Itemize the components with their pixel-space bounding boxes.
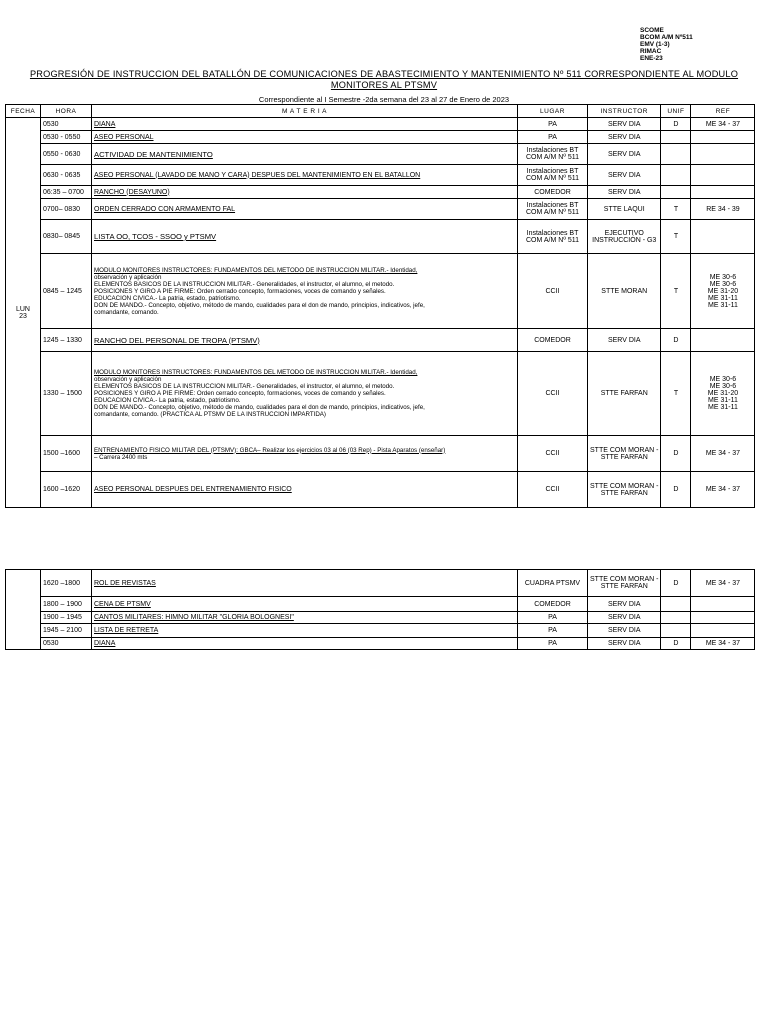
unif-cell: D xyxy=(661,472,691,508)
materia-cell xyxy=(92,144,518,165)
lugar-cell xyxy=(518,352,588,436)
lugar-text xyxy=(520,168,585,182)
instructor-line: SERV DIA xyxy=(607,600,641,608)
materia-text: LISTA DE RETRETA xyxy=(94,627,159,634)
hora-cell: 1945 – 2100 xyxy=(41,624,92,638)
materia-text: CANTOS MILITARES: HIMNO MILITAR "GLORIA BOLOGNESI" xyxy=(94,614,294,621)
instructor-text xyxy=(590,390,658,397)
instructor-line: STTE MORAN xyxy=(601,287,648,295)
materia-line: observación y aplicación xyxy=(94,376,162,383)
unif-cell xyxy=(661,131,691,144)
materia-line: DON DE MANDO.- Concepto, objetivo, método de mando, cualidades para el don de mando, principios, indicativos, jefe, xyxy=(94,404,425,411)
ref-cell xyxy=(691,472,755,508)
instructor-cell xyxy=(588,638,661,650)
materia-text: ACTIVIDAD DE MANTENIMIENTO xyxy=(94,149,213,159)
materia-line: ENTRENAMIENTO FISICO MILITAR DEL (PTSMV): GBCA– Realizar los ejercicios 03 al 06 (03 Rep) - Pista Aparatos (enseñar) xyxy=(94,446,446,454)
table-row xyxy=(6,254,755,329)
lugar-cell xyxy=(518,186,588,199)
lugar-line: Instalaciones BT xyxy=(526,168,579,175)
hora-cell: 0530 xyxy=(41,638,92,650)
materia-text xyxy=(94,267,515,316)
lugar-cell xyxy=(518,612,588,624)
ref-line: ME 34 - 37 xyxy=(705,450,741,457)
table-row xyxy=(6,199,755,220)
table-row xyxy=(6,329,755,352)
schedule-table xyxy=(5,104,755,508)
lugar-line: Instalaciones BT xyxy=(526,229,579,237)
instructor-text xyxy=(590,601,658,608)
ref-cell xyxy=(691,165,755,186)
materia-line: ELEMENTOS BASICOS DE LA INSTRUCCION MILITAR.- Generalidades, el instructor, el alumno, el metodo. xyxy=(94,280,395,288)
materia-cell xyxy=(92,165,518,186)
table-row xyxy=(6,597,755,612)
unif-cell xyxy=(661,597,691,612)
materia-cell xyxy=(92,472,518,508)
lugar-text xyxy=(520,486,585,493)
lugar-text xyxy=(520,390,585,397)
hora-cell: 1900 – 1945 xyxy=(41,612,92,624)
fecha-cell xyxy=(6,570,41,650)
materia-cell xyxy=(92,612,518,624)
ref-text xyxy=(693,486,752,493)
materia-text: DIANA xyxy=(94,120,116,128)
instructor-line: SERV DIA xyxy=(607,614,641,621)
lugar-line: PA xyxy=(548,627,557,634)
unif-cell xyxy=(661,165,691,186)
instructor-text xyxy=(590,483,658,497)
code-line: RIMAC xyxy=(640,48,662,55)
ref-cell xyxy=(691,131,755,144)
instructor-text xyxy=(590,576,658,590)
lugar-cell xyxy=(518,165,588,186)
materia-line: observación y aplicación xyxy=(94,273,162,281)
instructor-cell xyxy=(588,352,661,436)
materia-line: comandante, comando. (PRACTICA AL PTSMV DE LA INSTRUCCION IMPARTIDA) xyxy=(94,411,326,418)
lugar-line: Instalaciones BT xyxy=(526,202,579,209)
instructor-text xyxy=(590,627,658,634)
lugar-text xyxy=(520,640,585,647)
materia-text: CENA DE PTSMV xyxy=(94,600,151,608)
lugar-text xyxy=(520,189,585,196)
hora-cell: 0630 - 0635 xyxy=(41,165,92,186)
lugar-text xyxy=(520,601,585,608)
lugar-text xyxy=(520,450,585,457)
unif-cell xyxy=(661,624,691,638)
unif-cell xyxy=(661,144,691,165)
hora-cell: 0530 xyxy=(41,118,92,131)
unif-cell xyxy=(661,186,691,199)
ref-cell xyxy=(691,436,755,472)
lugar-cell xyxy=(518,570,588,597)
instructor-line: STTE FARFAN xyxy=(600,390,648,397)
unif-cell: D xyxy=(661,118,691,131)
materia-cell xyxy=(92,597,518,612)
lugar-line: CCII xyxy=(545,486,560,493)
lugar-cell xyxy=(518,472,588,508)
code-line: BCOM A/M Nº511 xyxy=(640,34,693,41)
lugar-line: COM A/M Nº 511 xyxy=(526,236,579,244)
ref-line: ME 31-20 xyxy=(707,287,739,295)
instructor-line: STTE FARFAN xyxy=(600,489,648,497)
lugar-cell xyxy=(518,199,588,220)
table-row xyxy=(6,612,755,624)
table-row xyxy=(6,144,755,165)
lugar-cell xyxy=(518,436,588,472)
materia-line: comandante, comando. xyxy=(94,308,159,316)
unif-cell xyxy=(661,612,691,624)
hora-cell: 1245 – 1330 xyxy=(41,329,92,352)
table-row xyxy=(6,118,755,131)
materia-text: DIANA xyxy=(94,640,116,647)
instructor-cell xyxy=(588,472,661,508)
col-header-instructor: INSTRUCTOR xyxy=(588,105,661,118)
unif-cell: D xyxy=(661,436,691,472)
instructor-line: SERV DIA xyxy=(607,627,641,634)
ref-line: ME 34 - 37 xyxy=(705,640,741,647)
unif-cell: D xyxy=(661,329,691,352)
instructor-text xyxy=(590,189,658,196)
instructor-line: INSTRUCCIÓN - G3 xyxy=(592,236,657,244)
materia-cell xyxy=(92,624,518,638)
lugar-text xyxy=(520,627,585,634)
materia-text xyxy=(94,369,515,418)
lugar-cell xyxy=(518,144,588,165)
lugar-cell xyxy=(518,329,588,352)
materia-text xyxy=(94,447,515,461)
instructor-text xyxy=(590,134,658,141)
table-row xyxy=(6,472,755,508)
fecha-line: 23 xyxy=(19,312,27,320)
ref-cell xyxy=(691,144,755,165)
col-header-ref: REF xyxy=(691,105,755,118)
materia-cell xyxy=(92,220,518,254)
table-row xyxy=(6,165,755,186)
lugar-text xyxy=(520,202,585,216)
instructor-line: SERV DIA xyxy=(607,336,641,344)
lugar-line: COM A/M Nº 511 xyxy=(526,209,579,216)
materia-text: ASEO PERSONAL (LAVADO DE MANO Y CARA) DESPUES DEL MANTENIMIENTO EN EL BATALLON xyxy=(94,171,421,179)
lugar-text xyxy=(520,337,585,344)
ref-cell xyxy=(691,118,755,131)
fecha-label xyxy=(8,306,38,320)
col-header-hora: HORA xyxy=(41,105,92,118)
lugar-line: COM A/M Nº 511 xyxy=(526,175,579,182)
ref-line: ME 31-20 xyxy=(707,390,739,397)
hora-cell: 1620 –1800 xyxy=(41,570,92,597)
ref-cell xyxy=(691,186,755,199)
hora-cell: 06:35 – 0700 xyxy=(41,186,92,199)
table-row xyxy=(6,186,755,199)
materia-text: RANCHO DEL PERSONAL DE TROPA (PTSMV) xyxy=(94,335,260,345)
materia-cell xyxy=(92,638,518,650)
ref-text xyxy=(693,121,752,128)
materia-cell xyxy=(92,131,518,144)
materia-text: ASEO PERSONAL DESPUES DEL ENTRENAMIENTO FISICO xyxy=(94,486,292,493)
instructor-text xyxy=(590,206,658,213)
ref-line: ME 30-6 xyxy=(709,376,737,383)
ref-cell xyxy=(691,570,755,597)
ref-text xyxy=(693,450,752,457)
col-header-fecha: FECHA xyxy=(6,105,41,118)
instructor-text xyxy=(590,447,658,461)
instructor-cell xyxy=(588,186,661,199)
instructor-cell xyxy=(588,254,661,329)
materia-cell xyxy=(92,199,518,220)
ref-line: ME 31-11 xyxy=(708,397,738,404)
instructor-cell xyxy=(588,131,661,144)
instructor-cell xyxy=(588,118,661,131)
col-header-materia: M A T E R I A xyxy=(92,105,518,118)
ref-line: ME 30-6 xyxy=(709,383,737,390)
unif-cell: T xyxy=(661,254,691,329)
instructor-line: SERV DIA xyxy=(607,188,641,196)
hora-cell: 1330 – 1500 xyxy=(41,352,92,436)
instructor-line: STTE COM MORAN - xyxy=(590,576,659,583)
code-line: SCOME xyxy=(640,27,664,34)
lugar-text xyxy=(520,614,585,621)
table-row xyxy=(6,220,755,254)
lugar-line: COMEDOR xyxy=(534,188,571,196)
instructor-cell xyxy=(588,597,661,612)
instructor-line: STTE COM MORAN - xyxy=(590,482,659,490)
instructor-line: STTE LAQUI xyxy=(603,205,645,213)
ref-line: ME 31-11 xyxy=(708,301,738,309)
table-row xyxy=(6,624,755,638)
lugar-line: COMEDOR xyxy=(534,600,571,608)
lugar-line: CCII xyxy=(545,390,560,397)
materia-line: EDUCACION CIVICA.- La patria, estado, patriotismo. xyxy=(94,397,241,404)
materia-line: DON DE MANDO.- Concepto, objetivo, método de mando, cualidades para el don de mando, principios, indicativos, jefe, xyxy=(94,301,425,309)
materia-line: MODULO MONITORES INSTRUCTORES: FUNDAMENTOS DEL METODO DE INSTRUCCION MILITAR.- Identidad, xyxy=(94,266,418,274)
instructor-cell xyxy=(588,624,661,638)
lugar-text xyxy=(520,147,585,161)
lugar-text xyxy=(520,230,585,244)
ref-text xyxy=(693,376,752,411)
lugar-line: PA xyxy=(548,133,557,141)
ref-line: ME 34 - 37 xyxy=(705,486,741,493)
materia-line: EDUCACION CIVICA.- La patria, estado, patriotismo. xyxy=(94,294,241,302)
materia-cell xyxy=(92,436,518,472)
materia-cell xyxy=(92,254,518,329)
instructor-cell xyxy=(588,199,661,220)
lugar-cell xyxy=(518,597,588,612)
materia-line: – Carrera 2400 mts xyxy=(94,453,148,461)
instructor-line: SERV DIA xyxy=(607,640,641,647)
lugar-cell xyxy=(518,220,588,254)
materia-cell xyxy=(92,118,518,131)
ref-text xyxy=(693,206,752,213)
materia-text: RANCHO (DESAYUNO) xyxy=(94,188,170,196)
instructor-cell xyxy=(588,612,661,624)
lugar-cell xyxy=(518,254,588,329)
instructor-text xyxy=(590,614,658,621)
table-header-row xyxy=(6,105,755,118)
instructor-line: STTE COM MORAN - xyxy=(590,446,659,454)
unif-cell: D xyxy=(661,570,691,597)
ref-text xyxy=(693,274,752,309)
instructor-text xyxy=(590,172,658,179)
materia-text: ORDEN CERRADO CON ARMAMENTO FAL xyxy=(94,205,236,213)
materia-cell xyxy=(92,352,518,436)
hora-cell: 0550 - 0630 xyxy=(41,144,92,165)
ref-line: ME 31-11 xyxy=(708,404,738,411)
lugar-line: COM A/M Nº 511 xyxy=(526,154,579,161)
ref-text xyxy=(693,580,752,587)
lugar-line: COMEDOR xyxy=(534,336,571,344)
code-line: ENE-23 xyxy=(640,55,663,62)
instructor-text xyxy=(590,640,658,647)
instructor-line: STTE FARFAN xyxy=(600,583,648,590)
col-header-lugar: LUGAR xyxy=(518,105,588,118)
lugar-line: PA xyxy=(548,614,557,621)
hora-cell: 0700– 0830 xyxy=(41,199,92,220)
lugar-cell xyxy=(518,118,588,131)
lugar-text xyxy=(520,288,585,295)
ref-cell xyxy=(691,638,755,650)
unif-cell: T xyxy=(661,199,691,220)
ref-cell xyxy=(691,220,755,254)
hora-cell: 1600 –1620 xyxy=(41,472,92,508)
lugar-line: CCII xyxy=(545,450,560,457)
instructor-cell xyxy=(588,165,661,186)
materia-text: ROL DE REVISTAS xyxy=(94,579,156,587)
document-subtitle: Correspondiente al I Semestre -2da semana del 23 al 27 de Enero de 2023 xyxy=(258,95,510,104)
materia-text: LISTA OO, TCOS - SSOO y PTSMV xyxy=(94,232,217,241)
instructor-cell xyxy=(588,220,661,254)
instructor-text xyxy=(590,151,658,158)
ref-cell xyxy=(691,329,755,352)
table-row xyxy=(6,131,755,144)
lugar-line: CCII xyxy=(545,287,560,295)
instructor-cell xyxy=(588,329,661,352)
lugar-text xyxy=(520,134,585,141)
ref-text xyxy=(693,640,752,647)
instructor-line: SERV DIA xyxy=(607,150,641,158)
header-codes xyxy=(640,27,693,62)
materia-line: MODULO MONITORES INSTRUCTORES: FUNDAMENTOS DEL METODO DE INSTRUCCION MILITAR.- Identidad, xyxy=(94,369,418,376)
lugar-text xyxy=(520,580,585,587)
lugar-cell xyxy=(518,131,588,144)
fecha-line: LUN xyxy=(15,305,30,313)
col-header-unif: UNIF xyxy=(661,105,691,118)
lugar-text xyxy=(520,121,585,128)
hora-cell: 1800 – 1900 xyxy=(41,597,92,612)
hora-cell: 0845 – 1245 xyxy=(41,254,92,329)
ref-line: ME 34 - 37 xyxy=(705,120,741,128)
unif-cell: T xyxy=(661,352,691,436)
ref-cell xyxy=(691,199,755,220)
table-row xyxy=(6,570,755,597)
instructor-text xyxy=(590,288,658,295)
lugar-cell xyxy=(518,638,588,650)
lugar-line: PA xyxy=(548,120,557,128)
materia-line: POSICIONES Y GIRO A PIE FIRME: Orden cerrado concepto, formaciones, voces de comando y señales. xyxy=(94,287,386,295)
materia-cell xyxy=(92,186,518,199)
instructor-line: SERV DIA xyxy=(607,133,641,141)
hora-cell: 1500 –1600 xyxy=(41,436,92,472)
ref-line: ME 34 - 37 xyxy=(705,579,741,587)
hora-cell: 0530 - 0550 xyxy=(41,131,92,144)
instructor-line: EJECUTIVO xyxy=(604,229,644,237)
lugar-line: CUADRA PTSMV xyxy=(524,579,581,587)
fecha-cell xyxy=(6,118,41,508)
ref-line: ME 31-11 xyxy=(708,294,738,302)
materia-line: ELEMENTOS BASICOS DE LA INSTRUCCION MILITAR.- Generalidades, el instructor, el alumno, el metodo. xyxy=(94,383,395,390)
materia-text: ASEO PERSONAL xyxy=(94,133,154,141)
lugar-line: Instalaciones BT xyxy=(526,147,579,154)
lugar-line: PA xyxy=(548,640,557,647)
ref-cell xyxy=(691,624,755,638)
document-title: PROGRESIÓN DE INSTRUCCION DEL BATALLÓN DE COMUNICACIONES DE ABASTECIMIENTO Y MANTENIMIENTO Nº 511 CORRESPONDIENTE AL MODULO MONITORES AL PTSMV xyxy=(29,69,739,90)
ref-line: RE 34 - 39 xyxy=(706,205,740,213)
hora-cell: 0830– 0845 xyxy=(41,220,92,254)
ref-cell xyxy=(691,612,755,624)
instructor-line: SERV DIA xyxy=(607,120,641,128)
unif-cell: T xyxy=(661,220,691,254)
ref-cell xyxy=(691,352,755,436)
table-row xyxy=(6,436,755,472)
instructor-cell xyxy=(588,436,661,472)
unif-cell: D xyxy=(661,638,691,650)
instructor-text xyxy=(590,337,658,344)
instructor-text xyxy=(590,230,658,244)
ref-line: ME 30-6 xyxy=(709,280,737,288)
instructor-cell xyxy=(588,144,661,165)
schedule-table-continued xyxy=(5,569,755,650)
code-line: EMV (1-3) xyxy=(640,41,670,48)
instructor-line: STTE FARFAN xyxy=(600,453,648,461)
ref-cell xyxy=(691,597,755,612)
table-row xyxy=(6,352,755,436)
instructor-line: SERV DIA xyxy=(607,171,641,179)
instructor-cell xyxy=(588,570,661,597)
materia-cell xyxy=(92,329,518,352)
lugar-cell xyxy=(518,624,588,638)
table-row xyxy=(6,638,755,650)
materia-cell xyxy=(92,570,518,597)
materia-line: POSICIONES Y GIRO A PIE FIRME: Orden cerrado concepto, formaciones, voces de comando y señales. xyxy=(94,390,386,397)
instructor-text xyxy=(590,121,658,128)
ref-line: ME 30-6 xyxy=(709,273,737,281)
ref-cell xyxy=(691,254,755,329)
